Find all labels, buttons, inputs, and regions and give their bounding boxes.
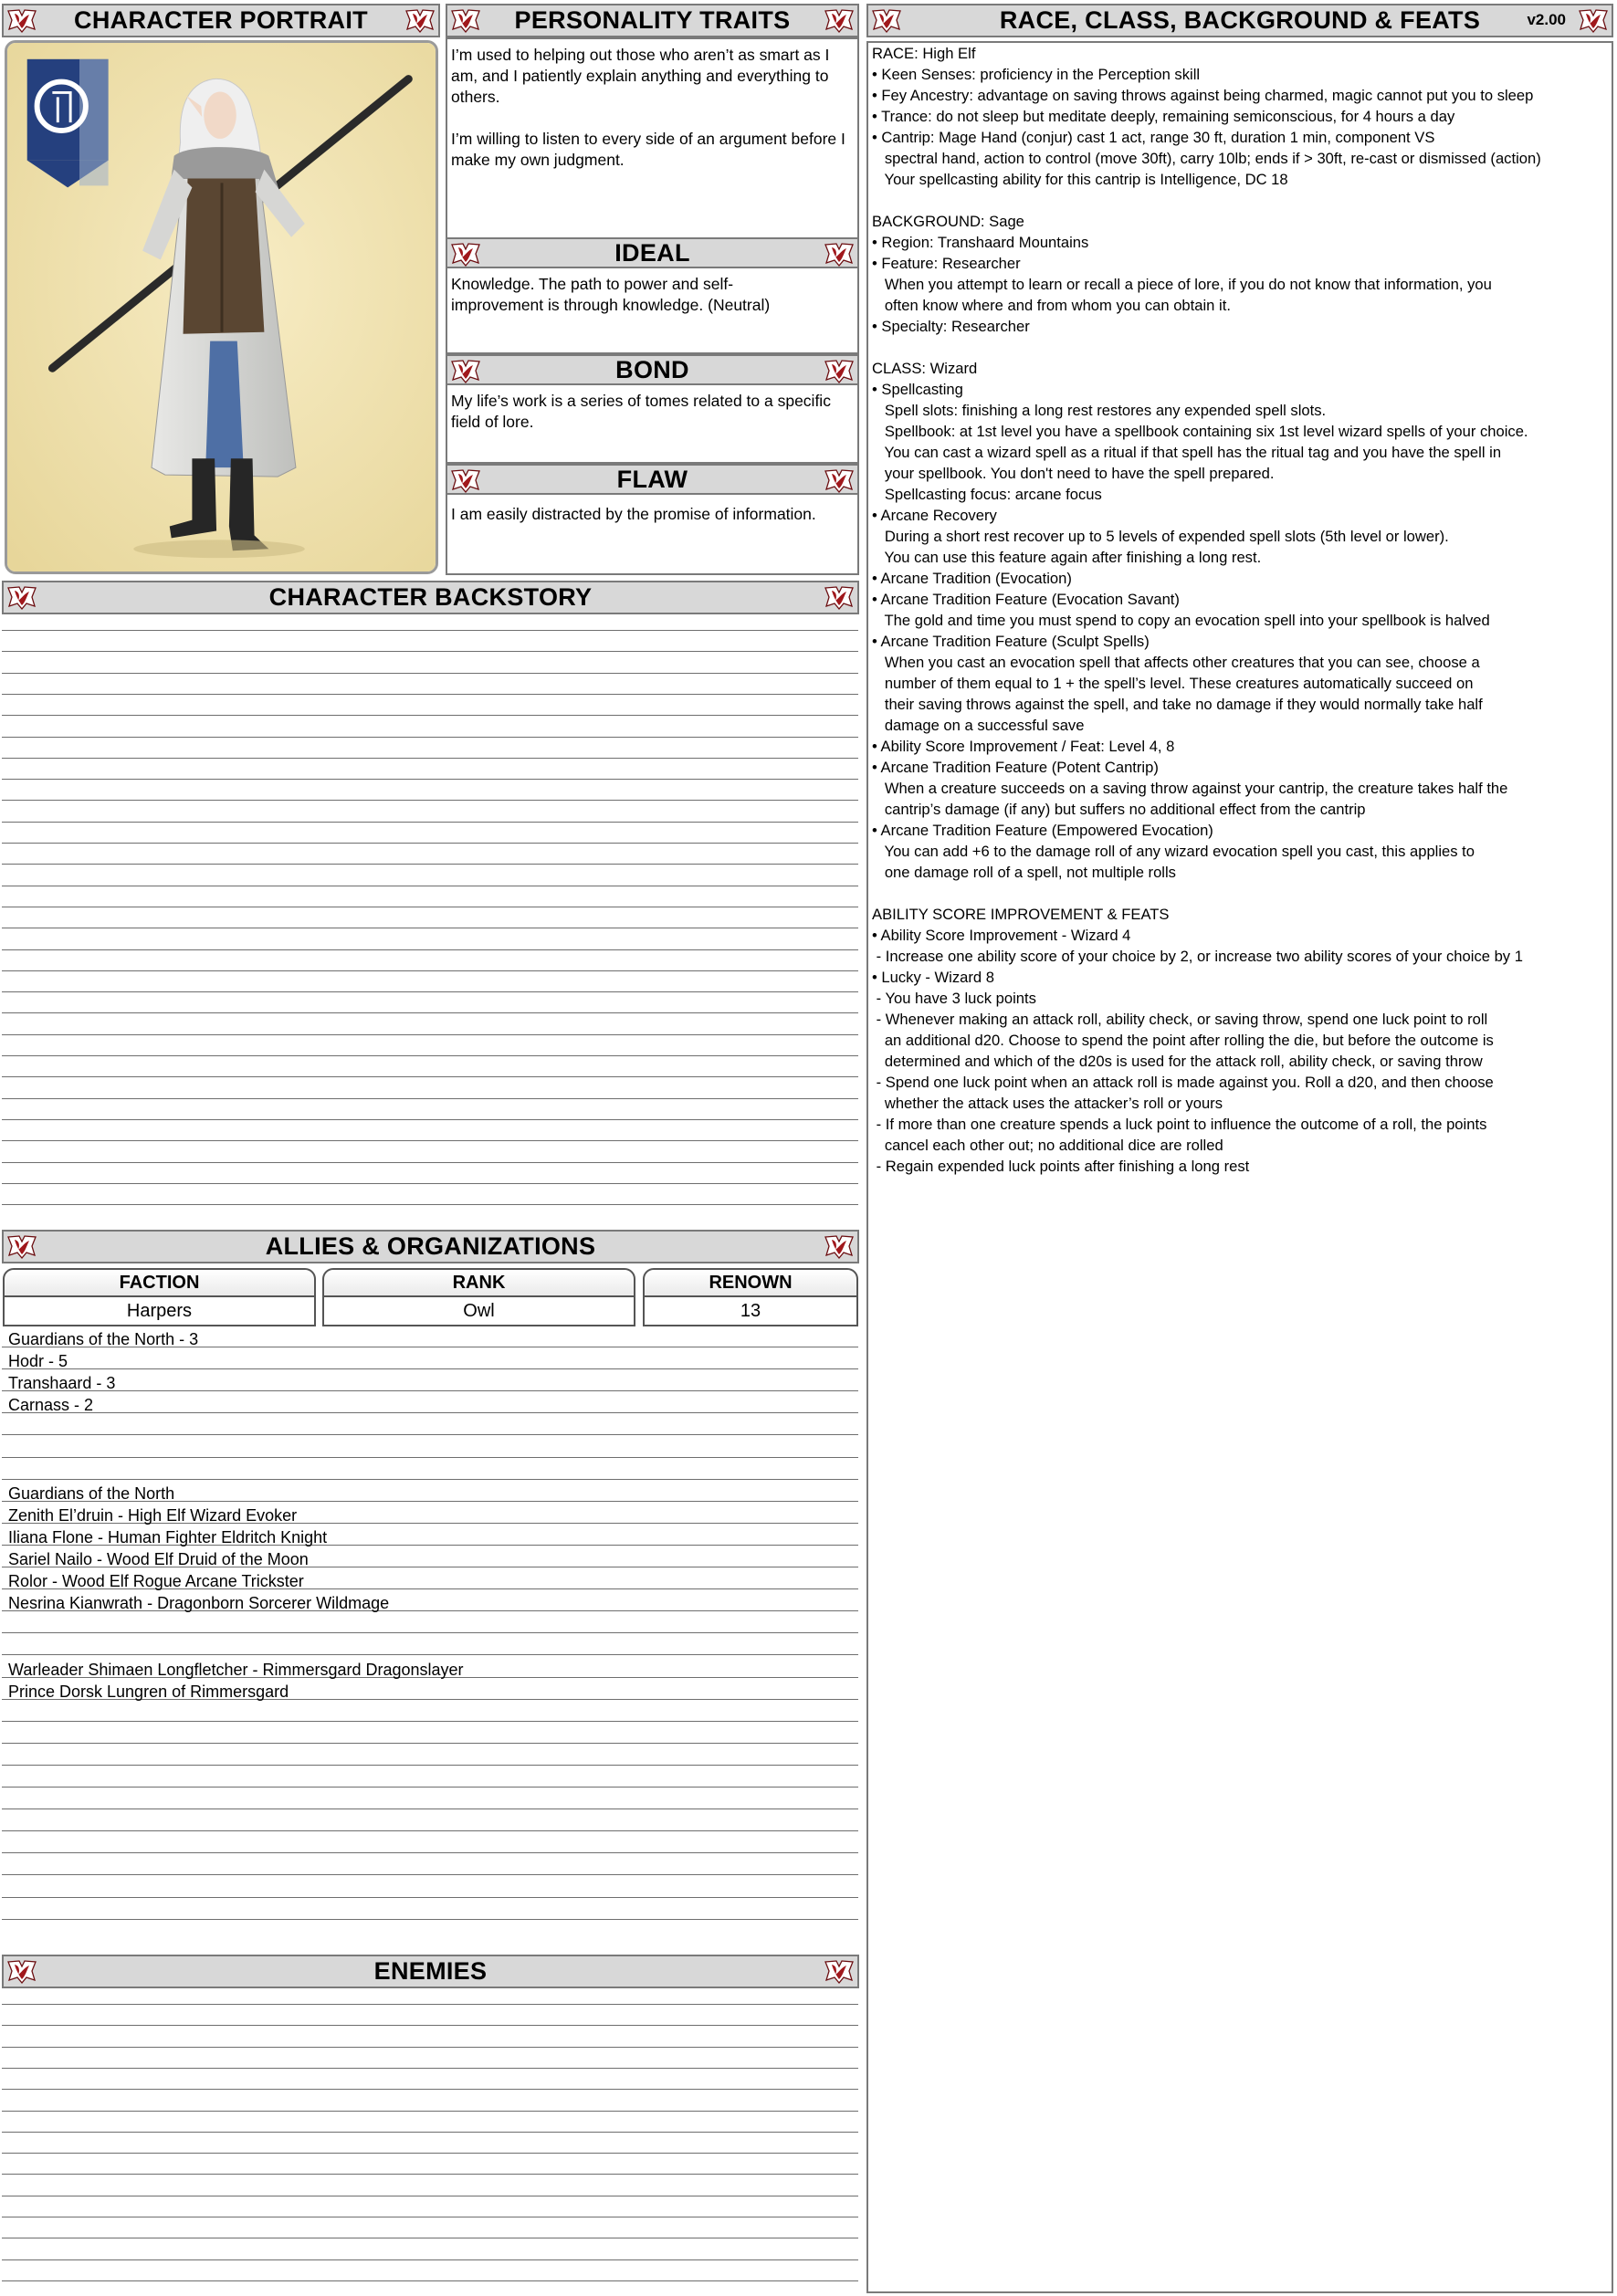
dragon-emblem-icon (6, 1958, 37, 1985)
feature-line: • Keen Senses: proficiency in the Perception skill (872, 66, 1201, 83)
feature-line: You can use this feature again after finishing a long rest. (872, 549, 1262, 566)
feature-line: RACE: High Elf (872, 45, 976, 62)
feature-line: When a creature succeeds on a saving throw against your cantrip, the creature takes half the (872, 780, 1508, 797)
ally-line: Guardians of the North - 3 (8, 1330, 199, 1348)
feature-line: • Arcane Tradition (Evocation) (872, 570, 1072, 587)
dragon-emblem-icon (871, 7, 902, 34)
ruled-line (2, 1632, 858, 1633)
ruled-line (2, 2153, 858, 2154)
elf-wizard-illustration (7, 43, 436, 571)
ruled-line (2, 2132, 858, 2133)
dragon-emblem-icon (6, 7, 37, 34)
ruled-line (2, 822, 858, 823)
feature-line: • Lucky - Wizard 8 (872, 969, 994, 986)
ideal-header (446, 237, 859, 268)
feature-line: cantrip’s damage (if any) but suffers no additional effect from the cantrip (872, 801, 1366, 818)
ruled-line (2, 630, 858, 631)
ruled-line (2, 1012, 858, 1013)
personality-title: PERSONALITY TRAITS (514, 6, 791, 34)
feature-line: - Regain expended luck points after finishing a long rest (872, 1158, 1250, 1175)
dragon-emblem-icon (6, 1233, 37, 1260)
ally-line: Iliana Flone - Human Fighter Eldritch Knight (8, 1527, 328, 1546)
dragon-emblem-icon (824, 241, 855, 267)
ally-line: Transhaard - 3 (8, 1374, 116, 1393)
bond-title: BOND (615, 356, 689, 383)
feature-line: The gold and time you must spend to copy an evocation spell into your spellbook is halved (872, 612, 1490, 629)
feature-line: - Spend one luck point when an attack roll is made against you. Roll a d20, and then choose (872, 1074, 1494, 1091)
ideal-box[interactable] (446, 267, 859, 354)
ruled-line (2, 2259, 858, 2260)
race-class-header (866, 4, 1613, 37)
dragon-emblem-icon (1578, 7, 1609, 34)
backstory-lines[interactable] (2, 614, 858, 1208)
ally-line: Rolor - Wood Elf Rogue Arcane Trickster (8, 1572, 304, 1591)
feature-line: damage on a successful save (872, 717, 1085, 734)
portrait-header (2, 4, 440, 37)
feature-line: Your spellcasting ability for this cantrip is Intelligence, DC 18 (872, 171, 1288, 188)
bond-text: My life’s work is a series of tomes related to a specific field of lore. (451, 392, 835, 431)
flaw-header (446, 464, 859, 495)
ruled-line (2, 2089, 858, 2090)
portrait-title: CHARACTER PORTRAIT (74, 6, 368, 34)
feature-line: their saving throws against the spell, and take no damage if they would normally take half (872, 696, 1483, 713)
ruled-line (2, 800, 858, 801)
ruled-line (2, 758, 858, 759)
feature-line: • Arcane Tradition Feature (Evocation Savant) (872, 591, 1180, 608)
personality-traits-text: I’m used to helping out those who aren’t as smart as I am, and I patiently explain anything and everything to others. I’m willing to listen to every side of an argument before I make my own judgment. (451, 46, 845, 169)
character-portrait (5, 40, 438, 574)
dragon-emblem-icon (824, 7, 855, 34)
enemies-title: ENEMIES (373, 1957, 488, 1985)
faction-column-header: FACTION (3, 1268, 316, 1297)
ruled-line (2, 1162, 858, 1163)
ruled-line (2, 1140, 858, 1141)
dragon-emblem-icon (404, 7, 436, 34)
ideal-text: Knowledge. The path to power and self-improvement is through knowledge. (Neutral) (451, 275, 771, 314)
personality-header (446, 4, 859, 37)
ruled-line (2, 673, 858, 674)
ruled-line (2, 694, 858, 695)
feature-line: • Arcane Tradition Feature (Potent Cantrip) (872, 759, 1159, 776)
bond-header (446, 354, 859, 385)
feature-line: number of them equal to 1 + the spell’s level. These creatures automatically succeed on (872, 675, 1474, 692)
feature-line: • Arcane Tradition Feature (Sculpt Spells) (872, 633, 1150, 650)
ally-line: Sariel Nailo - Wood Elf Druid of the Moon (8, 1550, 309, 1568)
ruled-line (2, 1897, 858, 1898)
ally-line: Hodr - 5 (8, 1352, 68, 1371)
backstory-header (2, 581, 859, 614)
dragon-emblem-icon (450, 467, 481, 494)
allies-lines[interactable] (2, 1328, 858, 1926)
renown-column-header: RENOWN (643, 1268, 858, 1297)
feature-line: • Spellcasting (872, 381, 963, 398)
dragon-emblem-icon (824, 1958, 855, 1985)
feature-line: • Arcane Tradition Feature (Empowered Evocation) (872, 822, 1213, 839)
allies-title: ALLIES & ORGANIZATIONS (265, 1232, 596, 1260)
feature-line: • Cantrip: Mage Hand (conjur) cast 1 act, range 30 ft, duration 1 min, component VS (872, 129, 1435, 146)
ruled-line (2, 1412, 858, 1413)
renown-value[interactable]: 13 (643, 1297, 858, 1326)
race-class-title: RACE, CLASS, BACKGROUND & FEATS (999, 6, 1481, 34)
faction-value[interactable]: Harpers (3, 1297, 316, 1326)
flaw-title: FLAW (616, 466, 688, 493)
ally-line: Carnass - 2 (8, 1396, 94, 1415)
feature-line: When you attempt to learn or recall a piece of lore, if you do not know that information, you (872, 276, 1492, 293)
ruled-line (2, 1874, 858, 1875)
feature-line: - Increase one ability score of your choice by 2, or increase two ability scores of your choice by 1 (872, 948, 1523, 965)
feature-line: determined and which of the d20s is used for the attack roll, ability check, or saving throw (872, 1053, 1483, 1070)
dragon-emblem-icon (450, 7, 481, 34)
flaw-text: I am easily distracted by the promise of information. (451, 505, 816, 523)
ruled-line (2, 2025, 858, 2026)
feature-line: spectral hand, action to control (move 30ft), carry 10lb; ends if > 30ft, re-cast or dismissed (action) (872, 150, 1541, 167)
ruled-line (2, 1654, 858, 1655)
ruled-line (2, 864, 858, 865)
feature-line: your spellbook. You don't need to have the spell prepared. (872, 465, 1275, 482)
feature-line: • Feature: Researcher (872, 255, 1021, 272)
ruled-line (2, 1808, 858, 1809)
dragon-emblem-icon (6, 584, 37, 611)
feature-line: • Ability Score Improvement / Feat: Level 4, 8 (872, 738, 1175, 755)
feature-line: • Specialty: Researcher (872, 318, 1030, 335)
ruled-line (2, 1368, 858, 1369)
ruled-line (2, 1830, 858, 1831)
feature-line: often know where and from whom you can obtain it. (872, 297, 1231, 314)
ruled-line (2, 1204, 858, 1205)
dragon-emblem-icon (824, 467, 855, 494)
ruled-line (2, 651, 858, 652)
dragon-emblem-icon (824, 584, 855, 611)
ruled-line (2, 991, 858, 992)
feature-line: You can cast a wizard spell as a ritual if that spell has the ritual tag and you have the spell in (872, 444, 1502, 461)
ruled-line (2, 737, 858, 738)
feature-line: • Ability Score Improvement - Wizard 4 (872, 927, 1131, 944)
ruled-line (2, 1098, 858, 1099)
feature-line: Spellcasting focus: arcane focus (872, 486, 1102, 503)
feature-line: ABILITY SCORE IMPROVEMENT & FEATS (872, 906, 1170, 923)
ally-line: Nesrina Kianwrath - Dragonborn Sorcerer Wildmage (8, 1594, 390, 1613)
ruled-line (2, 2111, 858, 2112)
ruled-line (2, 1787, 858, 1788)
feature-line: • Arcane Recovery (872, 507, 997, 524)
ruled-line (2, 2047, 858, 2048)
ruled-line (2, 970, 858, 971)
ruled-line (2, 1919, 858, 1920)
feature-line: During a short rest recover up to 5 levels of expended spell slots (5th level or lower). (872, 528, 1449, 545)
ruled-line (2, 1434, 858, 1435)
harper-banner-icon (27, 59, 109, 188)
feature-line: Spell slots: finishing a long rest restores any expended spell slots. (872, 402, 1327, 419)
enemies-header (2, 1955, 859, 1988)
ally-line: Zenith El’druin - High Elf Wizard Evoker (8, 1505, 298, 1525)
feature-line: • Region: Transhaard Mountains (872, 234, 1089, 251)
ruled-line (2, 1183, 858, 1184)
feature-line: Spellbook: at 1st level you have a spellbook containing six 1st level wizard spells of your choice. (872, 423, 1528, 440)
ruled-line (2, 1743, 858, 1744)
backstory-title: CHARACTER BACKSTORY (268, 583, 593, 611)
feature-line: When you cast an evocation spell that affects other creatures that you can see, choose a (872, 654, 1480, 671)
ruled-line (2, 1457, 858, 1458)
ally-line: Warleader Shimaen Longfletcher - Rimmersgard Dragonslayer (8, 1660, 464, 1679)
rank-value[interactable]: Owl (322, 1297, 635, 1326)
feature-line: cancel each other out; no additional dice are rolled (872, 1137, 1223, 1154)
ideal-title: IDEAL (614, 239, 690, 267)
feature-line: an additional d20. Choose to spend the point after rolling the die, but before the outcome is (872, 1032, 1494, 1049)
flaw-box[interactable] (446, 493, 859, 575)
version-label: v2.00 (1527, 11, 1566, 28)
ruled-line (2, 2280, 858, 2281)
ruled-line (2, 1119, 858, 1120)
ruled-line (2, 1034, 858, 1035)
rank-column-header: RANK (322, 1268, 635, 1297)
feature-line: one damage roll of a spell, not multiple rolls (872, 864, 1176, 881)
feature-line: • Trance: do not sleep but meditate deeply, remaining semiconscious, for 4 hours a day (872, 108, 1455, 125)
ruled-line (2, 1479, 858, 1480)
ruled-line (2, 1390, 858, 1391)
feature-line: • Fey Ancestry: advantage on saving throws against being charmed, magic cannot put you to sleep (872, 87, 1534, 104)
ruled-line (2, 715, 858, 716)
dragon-emblem-icon (450, 358, 481, 384)
feature-line: - If more than one creature spends a luck point to influence the outcome of a roll, the points (872, 1116, 1487, 1133)
dragon-emblem-icon (824, 358, 855, 384)
ruled-line (2, 1076, 858, 1077)
allies-header (2, 1230, 859, 1263)
race-class-features-box[interactable] (866, 41, 1613, 2293)
feature-line: CLASS: Wizard (872, 360, 978, 377)
ruled-line (2, 2068, 858, 2069)
feature-line: BACKGROUND: Sage (872, 213, 1024, 230)
ruled-line (2, 2174, 858, 2175)
ruled-line (2, 1852, 858, 1853)
ruled-line (2, 1055, 858, 1056)
dragon-emblem-icon (824, 1233, 855, 1260)
ruled-line (2, 779, 858, 780)
ruled-line (2, 949, 858, 950)
feature-line: whether the attack uses the attacker’s roll or yours (872, 1095, 1223, 1112)
ally-line: Prince Dorsk Lungren of Rimmersgard (8, 1682, 289, 1701)
ruled-line (2, 843, 858, 844)
feature-line: - You have 3 luck points (872, 990, 1036, 1007)
personality-traits-box[interactable] (446, 37, 859, 239)
dragon-emblem-icon (450, 241, 481, 267)
feature-line: You can add +6 to the damage roll of any wizard evocation spell you cast, this applies to (872, 843, 1475, 860)
ally-line: Guardians of the North (8, 1483, 175, 1503)
ruled-line (2, 1721, 858, 1722)
feature-line: - Whenever making an attack roll, ability check, or saving throw, spend one luck point to roll (872, 1011, 1488, 1028)
ruled-line (2, 1765, 858, 1766)
ruled-line (2, 2004, 858, 2005)
enemies-lines[interactable] (2, 1988, 858, 2290)
bond-box[interactable] (446, 383, 859, 464)
